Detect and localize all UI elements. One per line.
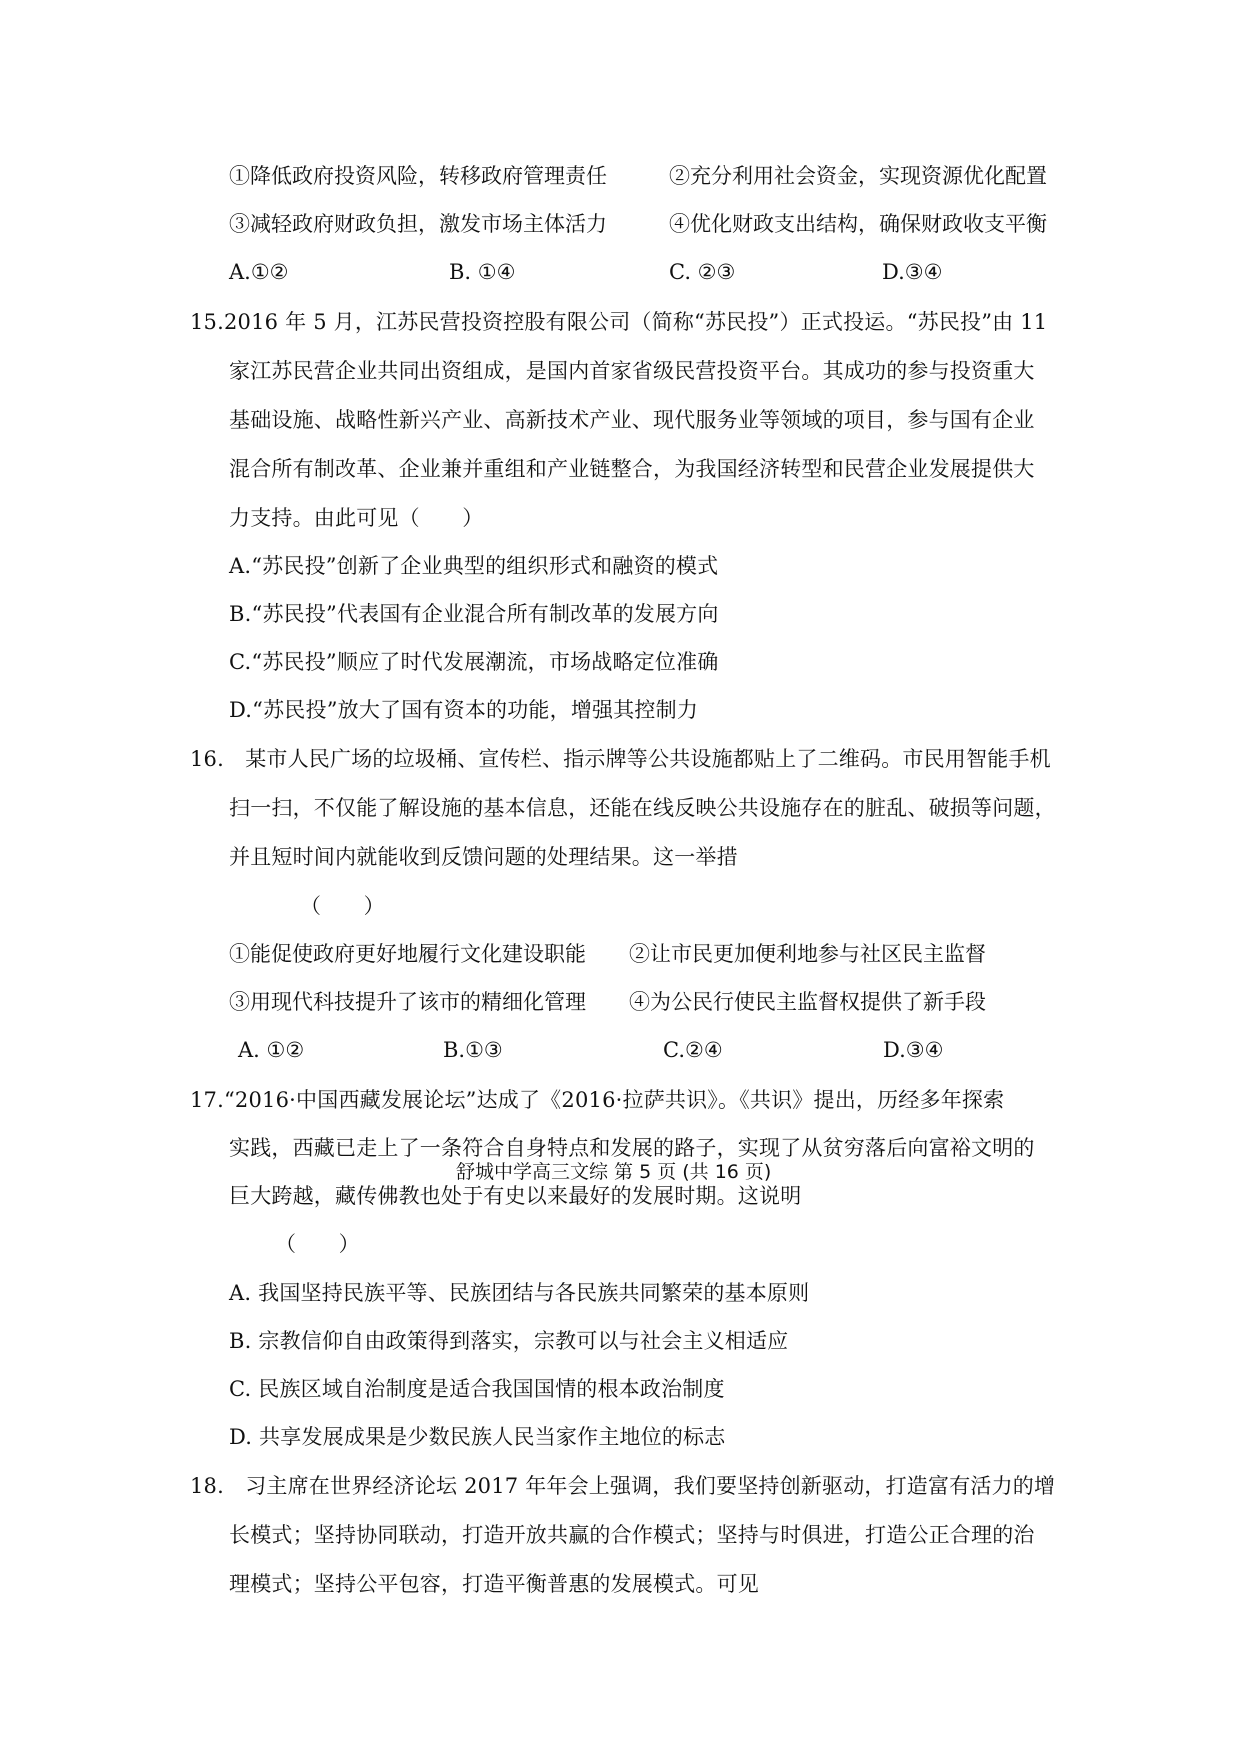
q15-option-c: C.“苏民投”顺应了时代发展潮流，市场战略定位准确 — [229, 650, 719, 674]
q14-option-c: C. ②③ — [669, 260, 736, 284]
q16-option-d: D.③④ — [883, 1038, 944, 1062]
q16-statement-4: ④为公民行使民主监督权提供了新手段 — [629, 990, 986, 1014]
q17-stem-line-2: 实践，西藏已走上了一条符合自身特点和发展的路子，实现了从贫穷落后向富裕文明的 — [229, 1136, 1035, 1160]
q15-stem-line-3: 基础设施、战略性新兴产业、高新技术产业、现代服务业等领域的项目，参与国有企业 — [229, 408, 1035, 432]
q15-option-b: B.“苏民投”代表国有企业混合所有制改革的发展方向 — [229, 602, 719, 626]
q14-option-b: B. ①④ — [449, 260, 516, 284]
q14-statement-3: ③减轻政府财政负担，激发市场主体活力 — [229, 212, 607, 236]
q15-option-a: A.“苏民投”创新了企业典型的组织形式和融资的模式 — [229, 554, 719, 578]
q14-option-a: A.①② — [229, 260, 289, 284]
q16-option-c: C.②④ — [663, 1038, 723, 1062]
q16-statement-3: ③用现代科技提升了该市的精细化管理 — [229, 990, 586, 1014]
q18-stem-line-2: 长模式；坚持协同联动，打造开放共赢的合作模式；坚持与时俱进，打造公正合理的治 — [229, 1523, 1035, 1547]
q18-stem-line-3: 理模式；坚持公平包容，打造平衡普惠的发展模式。可见 — [229, 1572, 759, 1596]
q16-statement-2: ②让市民更加便利地参与社区民主监督 — [629, 942, 986, 966]
q17-answer-blank: （ ） — [275, 1232, 360, 1256]
q16-statement-1: ①能促使政府更好地履行文化建设职能 — [229, 942, 586, 966]
q17-option-d: D. 共享发展成果是少数民族人民当家作主地位的标志 — [229, 1425, 726, 1449]
q17-option-b: B. 宗教信仰自由政策得到落实，宗教可以与社会主义相适应 — [229, 1329, 789, 1353]
q17-option-c: C. 民族区域自治制度是适合我国国情的根本政治制度 — [229, 1377, 725, 1401]
q14-statement-4: ④优化财政支出结构，确保财政收支平衡 — [669, 212, 1047, 236]
q16-stem-line-3: 并且短时间内就能收到反馈问题的处理结果。这一举措 — [229, 845, 738, 869]
q14-option-d: D.③④ — [882, 260, 943, 284]
q16-answer-blank: （ ） — [300, 894, 385, 918]
q17-option-a: A. 我国坚持民族平等、民族团结与各民族共同繁荣的基本原则 — [229, 1281, 810, 1305]
q17-stem-line-3: 巨大跨越，藏传佛教也处于有史以来最好的发展时期。这说明 — [229, 1184, 802, 1208]
q18-stem-line-1: 18. 习主席在世界经济论坛 2017 年年会上强调，我们要坚持创新驱动，打造富有活力的增 — [190, 1474, 1056, 1498]
q17-stem-line-1: 17.“2016·中国西藏发展论坛”达成了《2016·拉萨共识》。《共识》提出，历经多年探索 — [190, 1088, 1005, 1112]
q14-statement-1: ①降低政府投资风险，转移政府管理责任 — [229, 164, 607, 188]
q15-stem-line-4: 混合所有制改革、企业兼并重组和产业链整合，为我国经济转型和民营企业发展提供大 — [229, 457, 1035, 481]
q15-stem-line-5: 力支持。由此可见（ ） — [229, 506, 484, 530]
q16-stem-line-2: 扫一扫，不仅能了解设施的基本信息，还能在线反映公共设施存在的脏乱、破损等问题， — [229, 796, 1056, 820]
q16-option-a: A. ①② — [238, 1038, 305, 1062]
q15-stem-line-2: 家江苏民营企业共同出资组成，是国内首家省级民营投资平台。其成功的参与投资重大 — [229, 359, 1035, 383]
q16-option-b: B.①③ — [443, 1038, 503, 1062]
q16-stem-line-1: 16. 某市人民广场的垃圾桶、宣传栏、指示牌等公共设施都贴上了二维码。市民用智能手机 — [190, 747, 1051, 771]
page-footer: 舒城中学高三文综 第 5 页 (共 16 页) — [456, 1161, 772, 1183]
q15-stem-line-1: 15.2016 年 5 月，江苏民营投资控股有限公司（简称“苏民投”）正式投运。“苏民投”由 11 — [190, 310, 1048, 334]
q14-statement-2: ②充分利用社会资金，实现资源优化配置 — [669, 164, 1047, 188]
q15-option-d: D.“苏民投”放大了国有资本的功能，增强其控制力 — [229, 698, 699, 722]
